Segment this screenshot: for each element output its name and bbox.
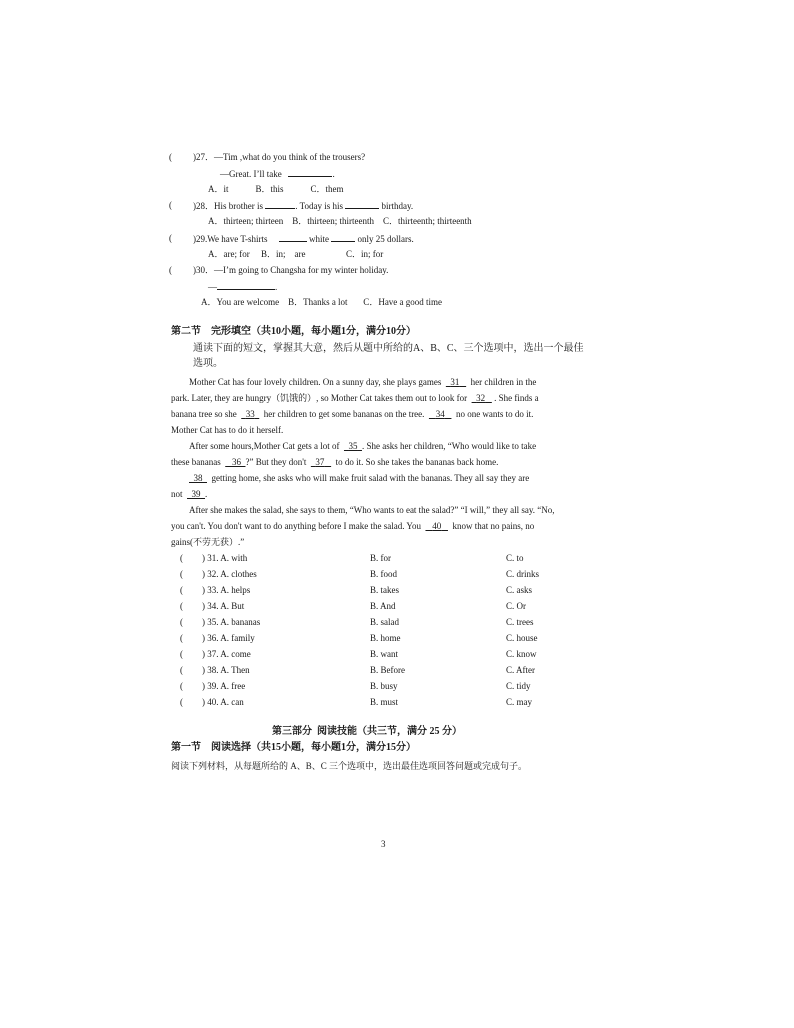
q29-stem: )29.We have T-shirts white only 25 dollars. [193,234,414,244]
q28-stem: )28．His brother is . Today is his birthday. [193,201,414,211]
part3-heading: 第三部分 阅读技能（共三节，满分 25 分） [272,726,462,737]
blank-39: 39 [191,489,201,499]
q28-options: A．thirteen; thirteen B．thirteen; thirteenth C．thirteenth; thirteenth [208,216,472,226]
cloze-option-paren: ( [180,681,183,691]
passage-p4-line3: gains(不劳无获）.” [171,537,245,547]
part3-instruction: 阅读下列材料，从每题所给的 A、B、C 三个选项中，选出最佳选项回答问题或完成句子。 [171,761,528,771]
section2-instruction-2: 选项。 [193,358,223,369]
blank-35: 35 [348,441,358,451]
cloze-option-c: C. trees [506,617,534,627]
passage-p1-line4: Mother Cat has to do it herself. [171,425,284,435]
cloze-option-paren: ( [180,585,183,595]
part3-section1-heading: 第一节 阅读选择（共15小题，每小题1分，满分15分） [171,742,416,753]
cloze-option-a: ) 40. A. can [202,697,244,707]
cloze-option-b: B. takes [370,585,399,595]
q27-line2: —Great. I’ll take . [220,169,335,179]
passage-p4-line2: you can't. You don't want to do anything before I make the salad. You 40 know that no pains, no [171,521,535,531]
section2-instruction-1: 通读下面的短文，掌握其大意，然后从题中所给的A、B、C、三个选项中，选出一个最佳 [193,343,584,354]
cloze-option-c: C. asks [506,585,533,595]
cloze-option-paren: ( [180,601,183,611]
cloze-option-c: C. to [506,553,524,563]
q27-stem: )27．—Tim ,what do you think of the trousers? [193,152,366,162]
blank-38: 38 [193,473,203,483]
cloze-option-a: ) 37. A. come [202,649,251,659]
cloze-option-paren: ( [180,697,183,707]
cloze-option-a: ) 32. A. clothes [202,569,257,579]
cloze-option-b: B. salad [370,617,399,627]
page-number: 3 [381,839,386,849]
passage-p3-line2: not 39 . [171,489,208,499]
q29-paren: ( [169,233,172,243]
cloze-option-a: ) 39. A. free [202,681,246,691]
cloze-option-b: B. want [370,649,398,659]
blank-32: 32 [476,393,486,403]
cloze-option-c: C. house [506,633,538,643]
passage-p2-line1: After some hours,Mother Cat gets a lot of 35 . She asks her children, “Who would like to take [189,441,537,451]
cloze-option-b: B. for [370,553,391,563]
cloze-option-c: C. may [506,697,532,707]
q30-paren: ( [169,265,172,275]
blank-34: 34 [435,409,445,419]
q29-options: A．are; for B．in; are C．in; for [208,249,384,259]
cloze-option-a: ) 35. A. bananas [202,617,261,627]
cloze-option-b: B. must [370,697,399,707]
cloze-option-b: B. food [370,569,397,579]
cloze-option-c: C. drinks [506,569,540,579]
cloze-option-paren: ( [180,633,183,643]
passage-p4-line1: After she makes the salad, she says to them, “Who wants to eat the salad?” “I will,” they all say. “No, [189,505,555,515]
cloze-option-paren: ( [180,569,183,579]
cloze-option-c: C. know [506,649,537,659]
blank-31: 31 [450,377,460,387]
passage-p1-line2: park. Later, they are hungry（饥饿的）, so Mother Cat takes them out to look for 32 . She finds a [171,393,539,403]
cloze-option-c: C. Or [506,601,526,611]
q30-line2: — . [208,282,278,292]
cloze-option-b: B. busy [370,681,398,691]
passage-p1-line1: Mother Cat has four lovely children. On a sunny day, she plays games 31 her children in the [189,377,537,387]
cloze-option-c: C. tidy [506,681,531,691]
cloze-option-a: ) 34. A. But [202,601,245,611]
passage-p2-line2: these bananas 36 ?” But they don't 37 to do it. So she takes the bananas back home. [171,457,499,467]
cloze-option-paren: ( [180,665,183,675]
q30-stem: )30．—I’m going to Changsha for my winter holiday. [193,265,389,275]
blank-33: 33 [245,409,255,419]
passage-p1-line3: banana tree so she 33 her children to get some bananas on the tree. 34 no one wants to do it. [171,409,534,419]
cloze-option-paren: ( [180,617,183,627]
blank-40: 40 [432,521,442,531]
cloze-option-a: ) 38. A. Then [202,665,250,675]
q28-paren: ( [169,200,172,210]
cloze-option-b: B. home [370,633,401,643]
cloze-option-paren: ( [180,553,183,563]
cloze-option-b: B. And [370,601,396,611]
blank-37: 37 [315,457,325,467]
cloze-option-paren: ( [180,649,183,659]
cloze-option-a: ) 31. A. with [202,553,248,563]
q30-options: A．You are welcome B．Thanks a lot C．Have a good time [201,297,443,307]
section2-heading: 第二节 完形填空（共10小题，每小题1分，满分10分） [171,326,416,337]
cloze-option-b: B. Before [370,665,405,675]
cloze-option-a: ) 33. A. helps [202,585,251,595]
cloze-option-c: C. After [506,665,535,675]
q27-paren: ( [169,152,172,162]
blank-36: 36 [231,457,241,467]
passage-p3-line1: 38 getting home, she asks who will make fruit salad with the bananas. They all say they are [189,472,529,484]
cloze-option-a: ) 36. A. family [202,633,255,643]
q27-options: A．it B．this C．them [208,184,344,194]
